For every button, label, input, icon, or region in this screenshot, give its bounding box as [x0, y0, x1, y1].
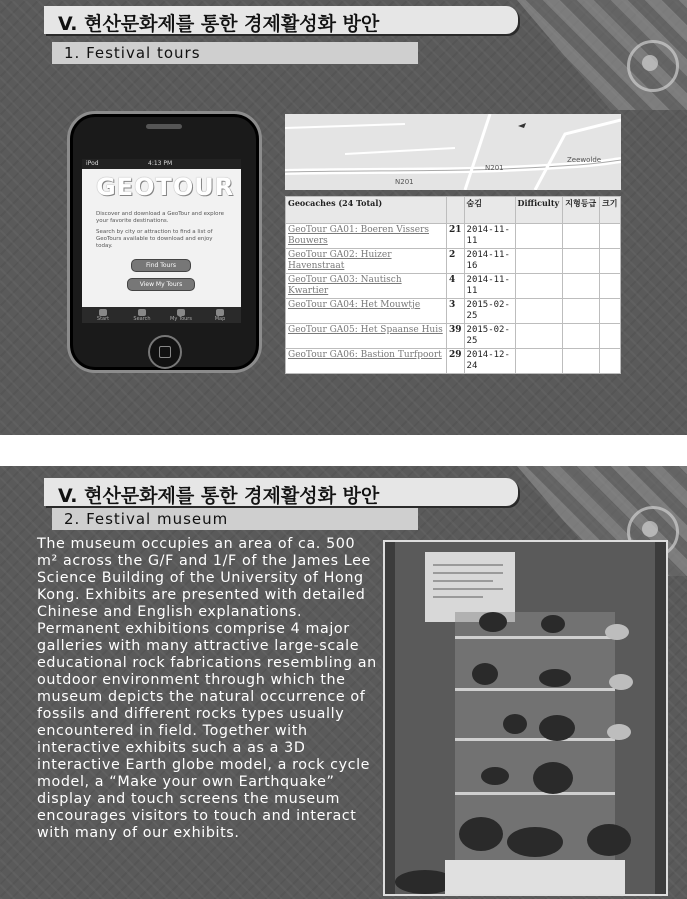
geocache-table	[285, 196, 621, 374]
status-time: 4:13 PM	[148, 160, 173, 167]
geocache-difficulty	[515, 274, 563, 299]
geocache-terrain	[563, 224, 600, 249]
slide-festival-tours	[0, 0, 687, 435]
geocache-hidden-date: 2015-02-25	[464, 299, 515, 324]
tab-search[interactable]: Search	[123, 308, 161, 322]
subtitle: 2. Festival museum	[64, 510, 229, 528]
geocache-link[interactable]: GeoTour GA03: Nautisch Kwartier	[286, 274, 447, 299]
view-my-tours-button[interactable]: View My Tours	[127, 278, 195, 291]
search-icon	[138, 309, 146, 316]
geocache-hidden-date: 2014-11-11	[464, 274, 515, 299]
phone-screen	[82, 159, 241, 323]
geocache-count: 21	[447, 224, 465, 249]
place-label: Zeewolde	[567, 156, 602, 164]
tab-my-tours[interactable]: My Tours	[162, 308, 200, 322]
home-button[interactable]	[148, 335, 182, 369]
geocache-terrain	[563, 249, 600, 274]
col-size[interactable]: 크기	[600, 197, 621, 224]
phone-speaker	[146, 124, 182, 129]
road-label: N201	[485, 164, 504, 172]
map-icon	[216, 309, 224, 316]
table-row	[286, 299, 621, 324]
geocache-count: 2	[447, 249, 465, 274]
subtitle-bar	[52, 42, 418, 64]
col-difficulty[interactable]: Difficulty	[515, 197, 563, 224]
flower-ornament-icon	[627, 40, 679, 92]
tab-start[interactable]: Start	[84, 308, 122, 322]
geocache-hidden-date: 2014-12-24	[464, 349, 515, 374]
geocache-terrain	[563, 324, 600, 349]
section-title-bar	[44, 6, 518, 34]
subtitle: 1. Festival tours	[64, 44, 201, 62]
geocache-terrain	[563, 349, 600, 374]
geocache-hidden-date: 2015-02-25	[464, 324, 515, 349]
geocache-count: 39	[447, 324, 465, 349]
geocache-difficulty	[515, 349, 563, 374]
map-roads	[285, 114, 621, 190]
geocache-link[interactable]: GeoTour GA05: Het Spaanse Huis	[286, 324, 447, 349]
geocache-terrain	[563, 299, 600, 324]
geocache-size	[600, 324, 621, 349]
geotour-logo: GEOTOUR	[96, 173, 235, 201]
rock-display-case-image	[385, 542, 666, 894]
map-panel[interactable]	[285, 114, 621, 190]
tab-map[interactable]: Map	[201, 308, 239, 322]
geocache-difficulty	[515, 224, 563, 249]
tours-icon	[177, 309, 185, 316]
app-description: Discover and download a GeoTour and explore your favorite destinations.	[96, 211, 225, 224]
geocache-hidden-date: 2014-11-16	[464, 249, 515, 274]
col-blank	[447, 197, 465, 224]
section-title: V. 현산문화제를 통한 경제활성화 방안	[58, 13, 380, 35]
table-row	[286, 324, 621, 349]
geocache-difficulty	[515, 249, 563, 274]
find-tours-button[interactable]: Find Tours	[131, 259, 191, 272]
museum-exhibit-photo	[383, 540, 668, 896]
geocache-difficulty	[515, 299, 563, 324]
road-label-2: N201	[395, 178, 414, 186]
table-header-row	[286, 197, 621, 224]
geocache-link[interactable]: GeoTour GA06: Bastion Turfpoort	[286, 349, 447, 374]
geocache-link[interactable]: GeoTour GA01: Boeren Vissers Bouwers	[286, 224, 447, 249]
start-icon	[99, 309, 107, 316]
section-title: V. 현산문화제를 통한 경제활성화 방안	[58, 485, 380, 507]
col-terrain[interactable]: 지형등급	[563, 197, 600, 224]
geocache-size	[600, 224, 621, 249]
geocache-hidden-date: 2014-11-11	[464, 224, 515, 249]
geocache-link[interactable]: GeoTour GA04: Het Mouwtje	[286, 299, 447, 324]
geocache-size	[600, 349, 621, 374]
geocache-size	[600, 299, 621, 324]
table-row	[286, 224, 621, 249]
table-row	[286, 274, 621, 299]
col-geocaches[interactable]: Geocaches (24 Total)	[286, 197, 447, 224]
geocache-count: 3	[447, 299, 465, 324]
table-row	[286, 349, 621, 374]
geocache-count: 29	[447, 349, 465, 374]
geocache-link[interactable]: GeoTour GA02: Huizer Havenstraat	[286, 249, 447, 274]
museum-description: The museum occupies an area of ca. 500 m² across the G/F and 1/F of the James Lee Science Building of the University of Hong Kong. Exhibits are presented with detailed Chinese and English explanations. Permanent exhibitions comprise 4 major galleries with many attractive large-scale educational rock fabrications resembling an outdoor environment through which the museum depicts the natural occurrence of fossils and different rocks types usually encountered in field. Together with interactive exhibits such a as a 3D interactive Earth globe model, a rock cycle model, a “Make your own Earthquake” display and touch screens the museum encourages visitors to touch and interact with many of our exhibits.	[37, 536, 377, 841]
geocache-size	[600, 249, 621, 274]
subtitle-bar	[52, 508, 418, 530]
app-tab-bar	[82, 307, 241, 323]
status-carrier: iPod	[86, 160, 99, 167]
phone-mockup	[67, 111, 262, 373]
geocache-size	[600, 274, 621, 299]
section-title-bar	[44, 478, 518, 506]
table-row	[286, 249, 621, 274]
geocache-difficulty	[515, 324, 563, 349]
app-search-hint: Search by city or attraction to find a list of GeoTours available to download and enjoy today.	[96, 229, 213, 249]
status-bar	[82, 159, 241, 169]
geocache-count: 4	[447, 274, 465, 299]
geocache-terrain	[563, 274, 600, 299]
col-hidden[interactable]: 숨김	[464, 197, 515, 224]
